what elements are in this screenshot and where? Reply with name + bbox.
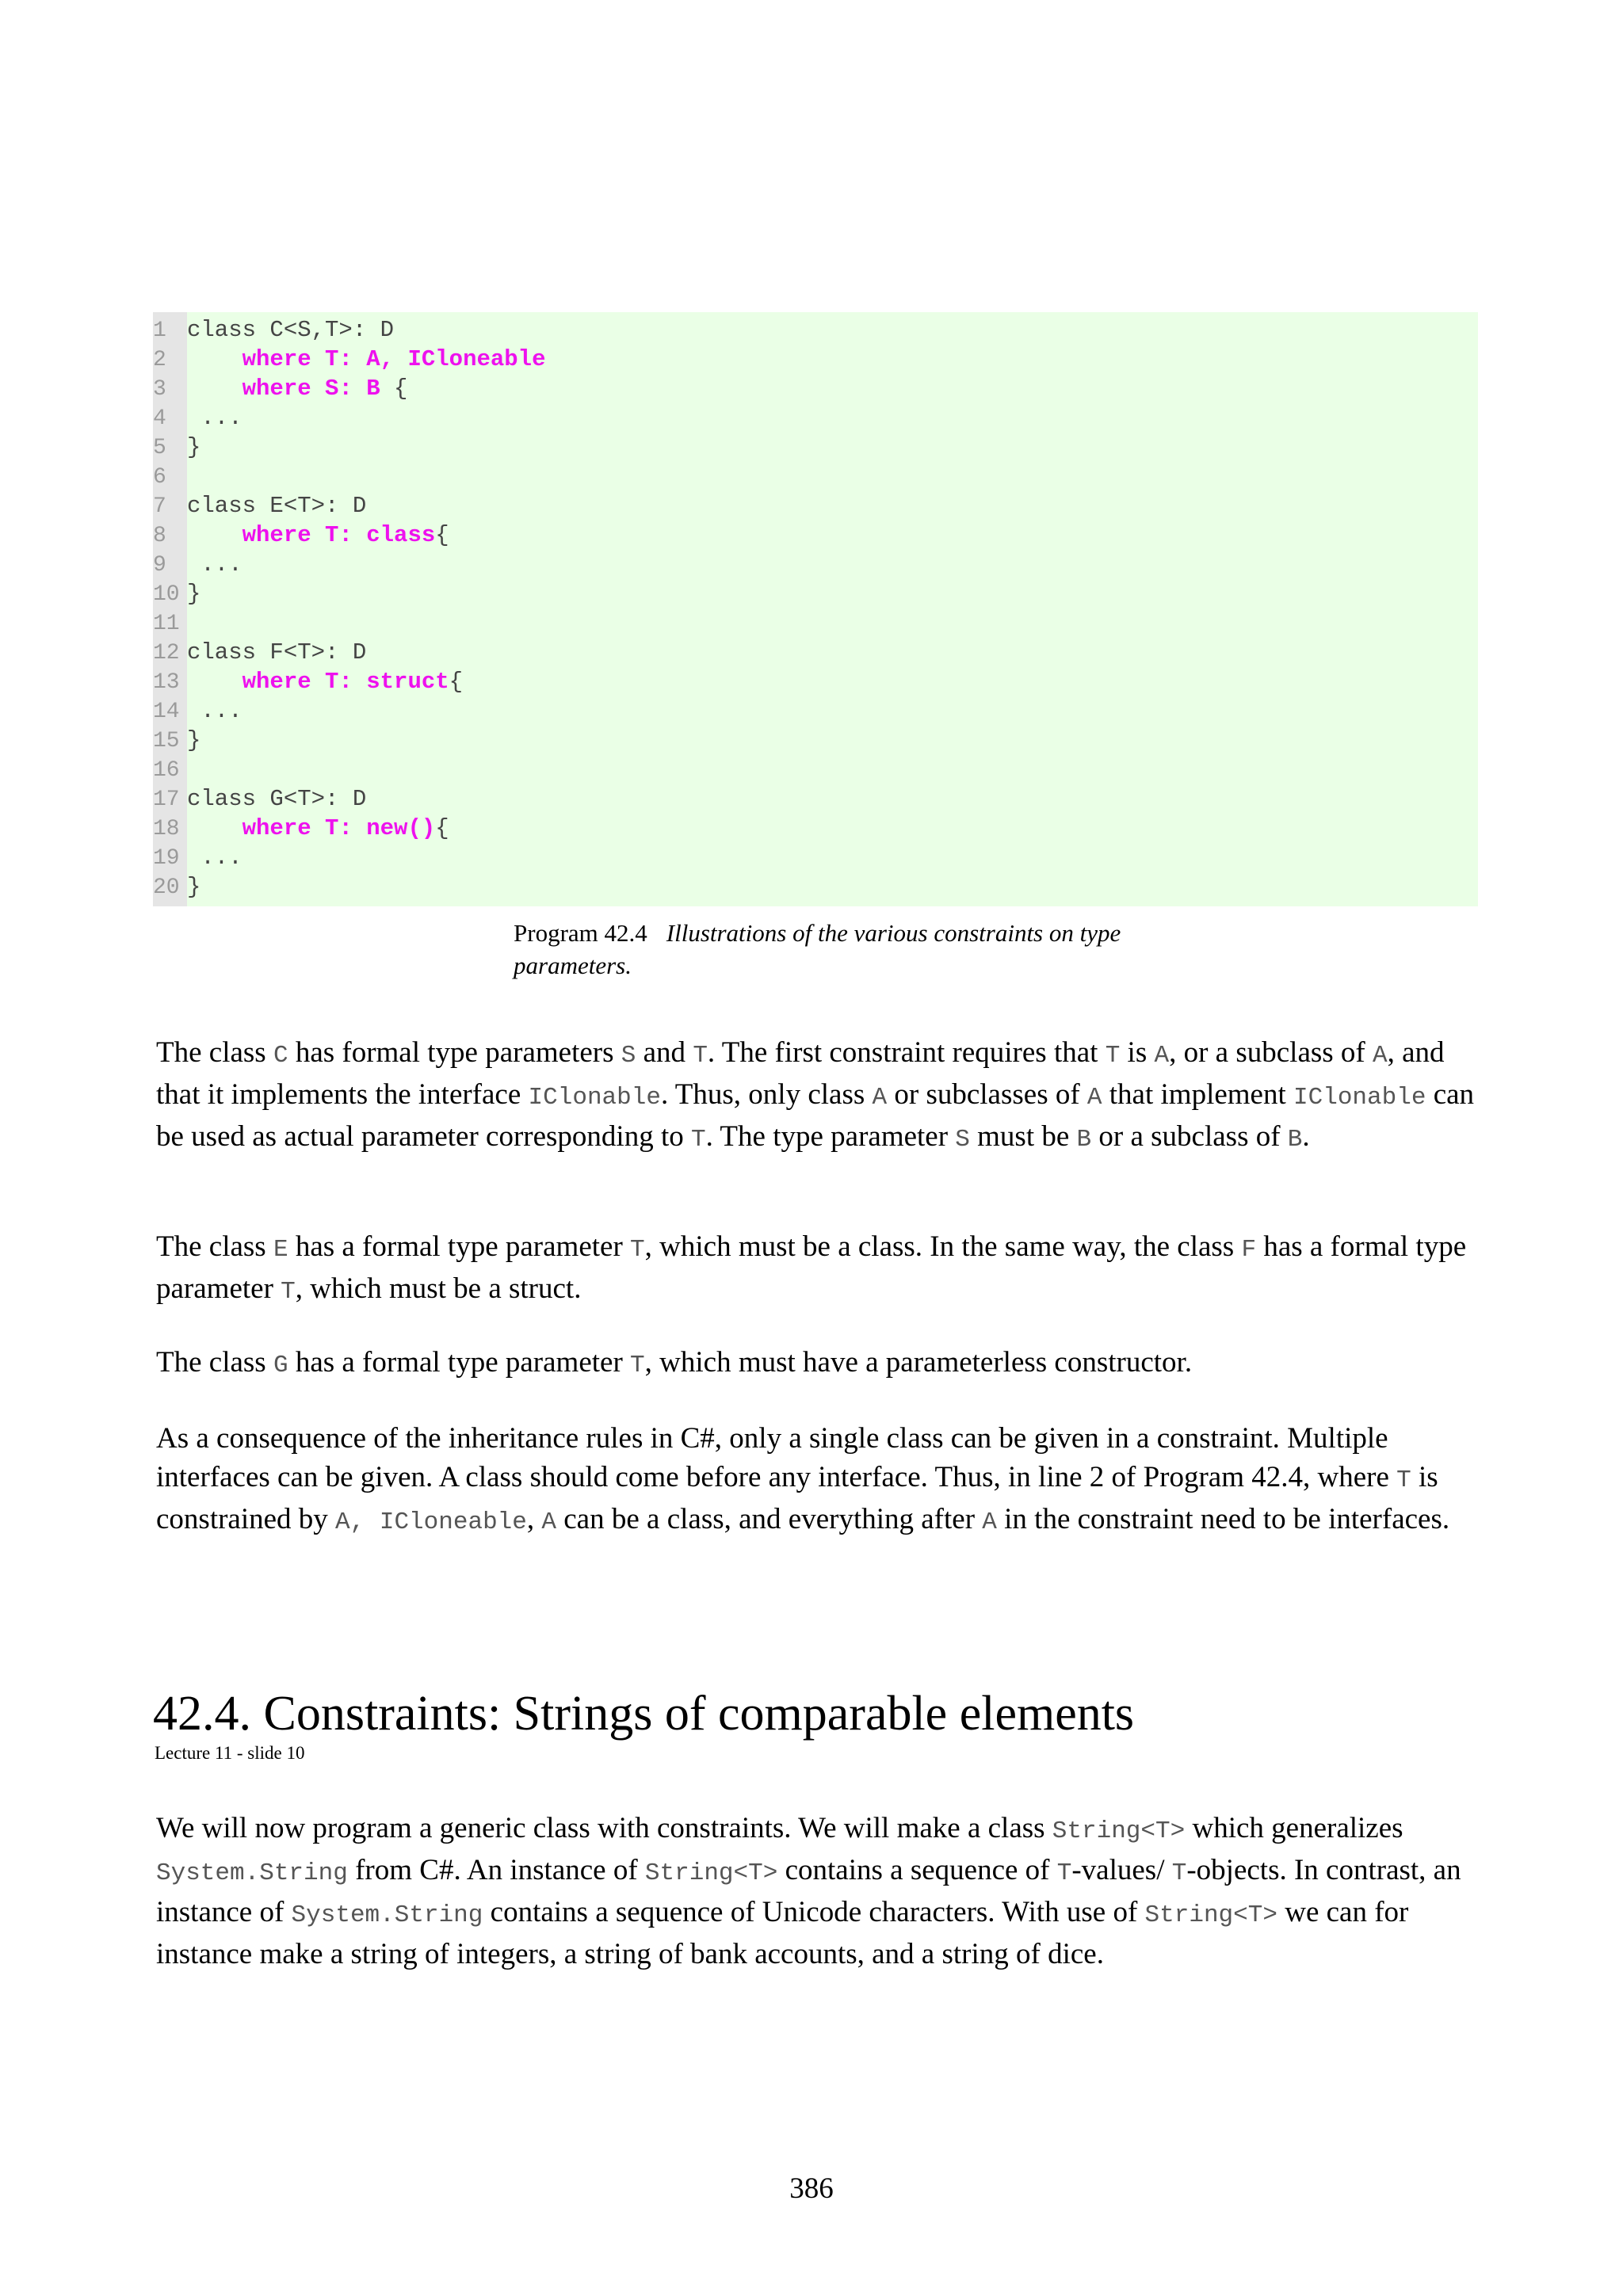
code-line xyxy=(153,638,1478,667)
text-run: we can for instance make a string of integers, a string of bank accounts, and a string of dice. xyxy=(156,1896,1409,1970)
inline-code: T xyxy=(1105,1042,1121,1070)
code-text: class C<S,T>: D xyxy=(187,317,395,343)
text-run: -values/ xyxy=(1071,1854,1172,1886)
text-run: . The first constraint requires that xyxy=(707,1036,1106,1069)
text-run: The class xyxy=(156,1230,273,1263)
inline-code: A xyxy=(1086,1084,1102,1112)
code-text: ... xyxy=(187,845,242,871)
text-run: in the constraint need to be interfaces. xyxy=(996,1503,1450,1535)
paragraph-inheritance-rules xyxy=(156,1419,1487,1542)
text-run: , xyxy=(526,1503,542,1535)
code-line xyxy=(153,550,1478,579)
text-run: and xyxy=(636,1036,693,1069)
inline-code: C xyxy=(273,1042,288,1070)
inline-code: T xyxy=(281,1278,296,1306)
inline-code: A, ICloneable xyxy=(335,1508,527,1536)
text-run: . xyxy=(1302,1120,1310,1153)
inline-code: T xyxy=(690,1126,706,1154)
code-text: ... xyxy=(187,405,242,431)
code-line xyxy=(153,608,1478,638)
line-number: 1 xyxy=(153,318,166,343)
line-number: 4 xyxy=(153,406,166,431)
inline-code: A xyxy=(872,1084,888,1112)
code-line xyxy=(153,696,1478,726)
line-number: 19 xyxy=(153,846,180,871)
code-line xyxy=(153,403,1478,433)
code-line xyxy=(153,579,1478,608)
text-run: , or a subclass of xyxy=(1169,1036,1373,1069)
line-number: 12 xyxy=(153,641,180,666)
text-run: must be xyxy=(969,1120,1077,1153)
code-text: } xyxy=(187,581,201,607)
inline-code: String<T> xyxy=(1052,1817,1186,1845)
line-number: 16 xyxy=(153,758,180,783)
inline-code: A xyxy=(1154,1042,1170,1070)
code-text: ... xyxy=(187,698,242,724)
text-run: has a formal type parameter xyxy=(288,1346,631,1379)
text-run: which generalizes xyxy=(1185,1812,1403,1844)
code-keyword: where T: A, ICloneable xyxy=(242,346,546,372)
paragraph-class-c xyxy=(156,1033,1487,1159)
code-text xyxy=(187,815,242,841)
code-line xyxy=(153,667,1478,696)
line-number: 8 xyxy=(153,524,166,548)
code-line xyxy=(153,433,1478,462)
inline-code: S xyxy=(955,1126,970,1154)
text-run: can be a class, and everything after xyxy=(556,1503,983,1535)
inline-code: A xyxy=(541,1508,556,1536)
code-line xyxy=(153,784,1478,814)
inline-code: T xyxy=(1171,1859,1187,1887)
code-text xyxy=(187,522,242,548)
code-text: class G<T>: D xyxy=(187,786,367,812)
code-text: class E<T>: D xyxy=(187,493,367,519)
inline-code: E xyxy=(273,1236,288,1264)
paragraph-class-e-f xyxy=(156,1227,1487,1311)
text-run: , which must be a class. In the same way, the class xyxy=(644,1230,1242,1263)
code-text: } xyxy=(187,434,201,460)
code-line xyxy=(153,345,1478,374)
text-run: has a formal type parameter xyxy=(288,1230,631,1263)
code-line xyxy=(153,755,1478,784)
paragraph-class-g xyxy=(156,1343,1487,1385)
line-number: 11 xyxy=(153,612,180,636)
line-number: 6 xyxy=(153,465,166,490)
code-line xyxy=(153,491,1478,521)
text-run: As a consequence of the inheritance rules in C#, only a single class can be given in a constraint. Multiple interfaces can be given. A class should come before any interface. Thus, in line 2 of Program 42.4, where xyxy=(156,1422,1397,1493)
line-number: 10 xyxy=(153,582,180,607)
code-keyword: where T: struct xyxy=(242,669,449,695)
line-number: 17 xyxy=(153,788,180,812)
inline-code: T xyxy=(1056,1859,1072,1887)
code-listing xyxy=(153,312,1478,906)
text-run: or a subclass of xyxy=(1091,1120,1288,1153)
line-number: 3 xyxy=(153,377,166,402)
text-run: can be used as actual parameter corresponding to xyxy=(156,1078,1475,1153)
section-heading: 42.4. Constraints: Strings of comparable elements xyxy=(153,1687,1135,1741)
line-number: 20 xyxy=(153,875,180,900)
code-line xyxy=(153,521,1478,550)
inline-code: String<T> xyxy=(1144,1901,1277,1929)
text-run: contains a sequence of xyxy=(777,1854,1057,1886)
code-line xyxy=(153,462,1478,491)
text-run: We will now program a generic class with constraints. We will make a class xyxy=(156,1812,1052,1844)
text-run: The class xyxy=(156,1346,273,1379)
text-run: that implement xyxy=(1102,1078,1294,1111)
code-text: } xyxy=(187,727,201,753)
text-run: contains a sequence of Unicode characters. With use of xyxy=(483,1896,1145,1928)
inline-code: B xyxy=(1076,1126,1092,1154)
inline-code: A xyxy=(1372,1042,1388,1070)
inline-code: IClonable xyxy=(1293,1084,1426,1112)
text-run: has a formal type parameter xyxy=(156,1230,1467,1305)
line-number: 7 xyxy=(153,494,166,519)
line-number: 9 xyxy=(153,553,166,578)
code-text: { xyxy=(380,376,408,402)
inline-code: T xyxy=(693,1042,708,1070)
page-number: 386 xyxy=(789,2172,834,2205)
text-run: . Thus, only class xyxy=(660,1078,873,1111)
program-caption xyxy=(514,917,1163,982)
paragraph-generic-string xyxy=(156,1809,1487,1974)
code-line xyxy=(153,315,1478,345)
code-text: ... xyxy=(187,551,242,578)
line-number: 14 xyxy=(153,700,180,724)
inline-code: B xyxy=(1287,1126,1303,1154)
line-number: 13 xyxy=(153,670,180,695)
code-line xyxy=(153,843,1478,872)
code-text: class F<T>: D xyxy=(187,639,367,666)
text-run: , which must have a parameterless constructor. xyxy=(644,1346,1193,1379)
text-run: -objects. In contrast, an instance of xyxy=(156,1854,1461,1928)
inline-code: G xyxy=(273,1352,288,1379)
code-keyword: where T: class xyxy=(242,522,436,548)
inline-code: F xyxy=(1241,1236,1257,1264)
text-run: . The type parameter xyxy=(705,1120,956,1153)
inline-code: T xyxy=(1396,1466,1411,1494)
caption-number: Program 42.4 xyxy=(514,919,647,947)
inline-code: System.String xyxy=(291,1901,483,1929)
text-run: or subclasses of xyxy=(887,1078,1087,1111)
code-line xyxy=(153,726,1478,755)
inline-code: T xyxy=(630,1236,645,1264)
inline-code: A xyxy=(982,1508,997,1536)
code-keyword: where S: B xyxy=(242,376,380,402)
code-text xyxy=(187,669,242,695)
line-number: 18 xyxy=(153,817,180,841)
text-run: , and that it implements the interface xyxy=(156,1036,1445,1111)
caption-title: Illustrations of the various constraints on type parameters. xyxy=(514,919,1121,979)
text-run: has formal type parameters xyxy=(288,1036,621,1069)
inline-code: S xyxy=(621,1042,636,1070)
code-text: { xyxy=(435,815,449,841)
text-run: The class xyxy=(156,1036,273,1069)
line-number: 5 xyxy=(153,436,166,460)
code-line xyxy=(153,814,1478,843)
text-run: is constrained by xyxy=(156,1461,1438,1535)
code-text: { xyxy=(435,522,449,548)
code-keyword: where T: new() xyxy=(242,815,436,841)
code-line xyxy=(153,872,1478,902)
code-line xyxy=(153,374,1478,403)
code-text: { xyxy=(449,669,464,695)
inline-code: System.String xyxy=(156,1859,348,1887)
code-text: } xyxy=(187,874,201,900)
line-number: 2 xyxy=(153,348,166,372)
slide-reference: Lecture 11 - slide 10 xyxy=(155,1743,305,1763)
line-number: 15 xyxy=(153,729,180,753)
text-run: , which must be a struct. xyxy=(295,1272,582,1305)
inline-code: String<T> xyxy=(644,1859,778,1887)
code-text xyxy=(187,376,242,402)
text-run: is xyxy=(1120,1036,1155,1069)
inline-code: T xyxy=(630,1352,645,1379)
code-text xyxy=(187,346,242,372)
text-run: from C#. An instance of xyxy=(347,1854,645,1886)
inline-code: IClonable xyxy=(528,1084,661,1112)
